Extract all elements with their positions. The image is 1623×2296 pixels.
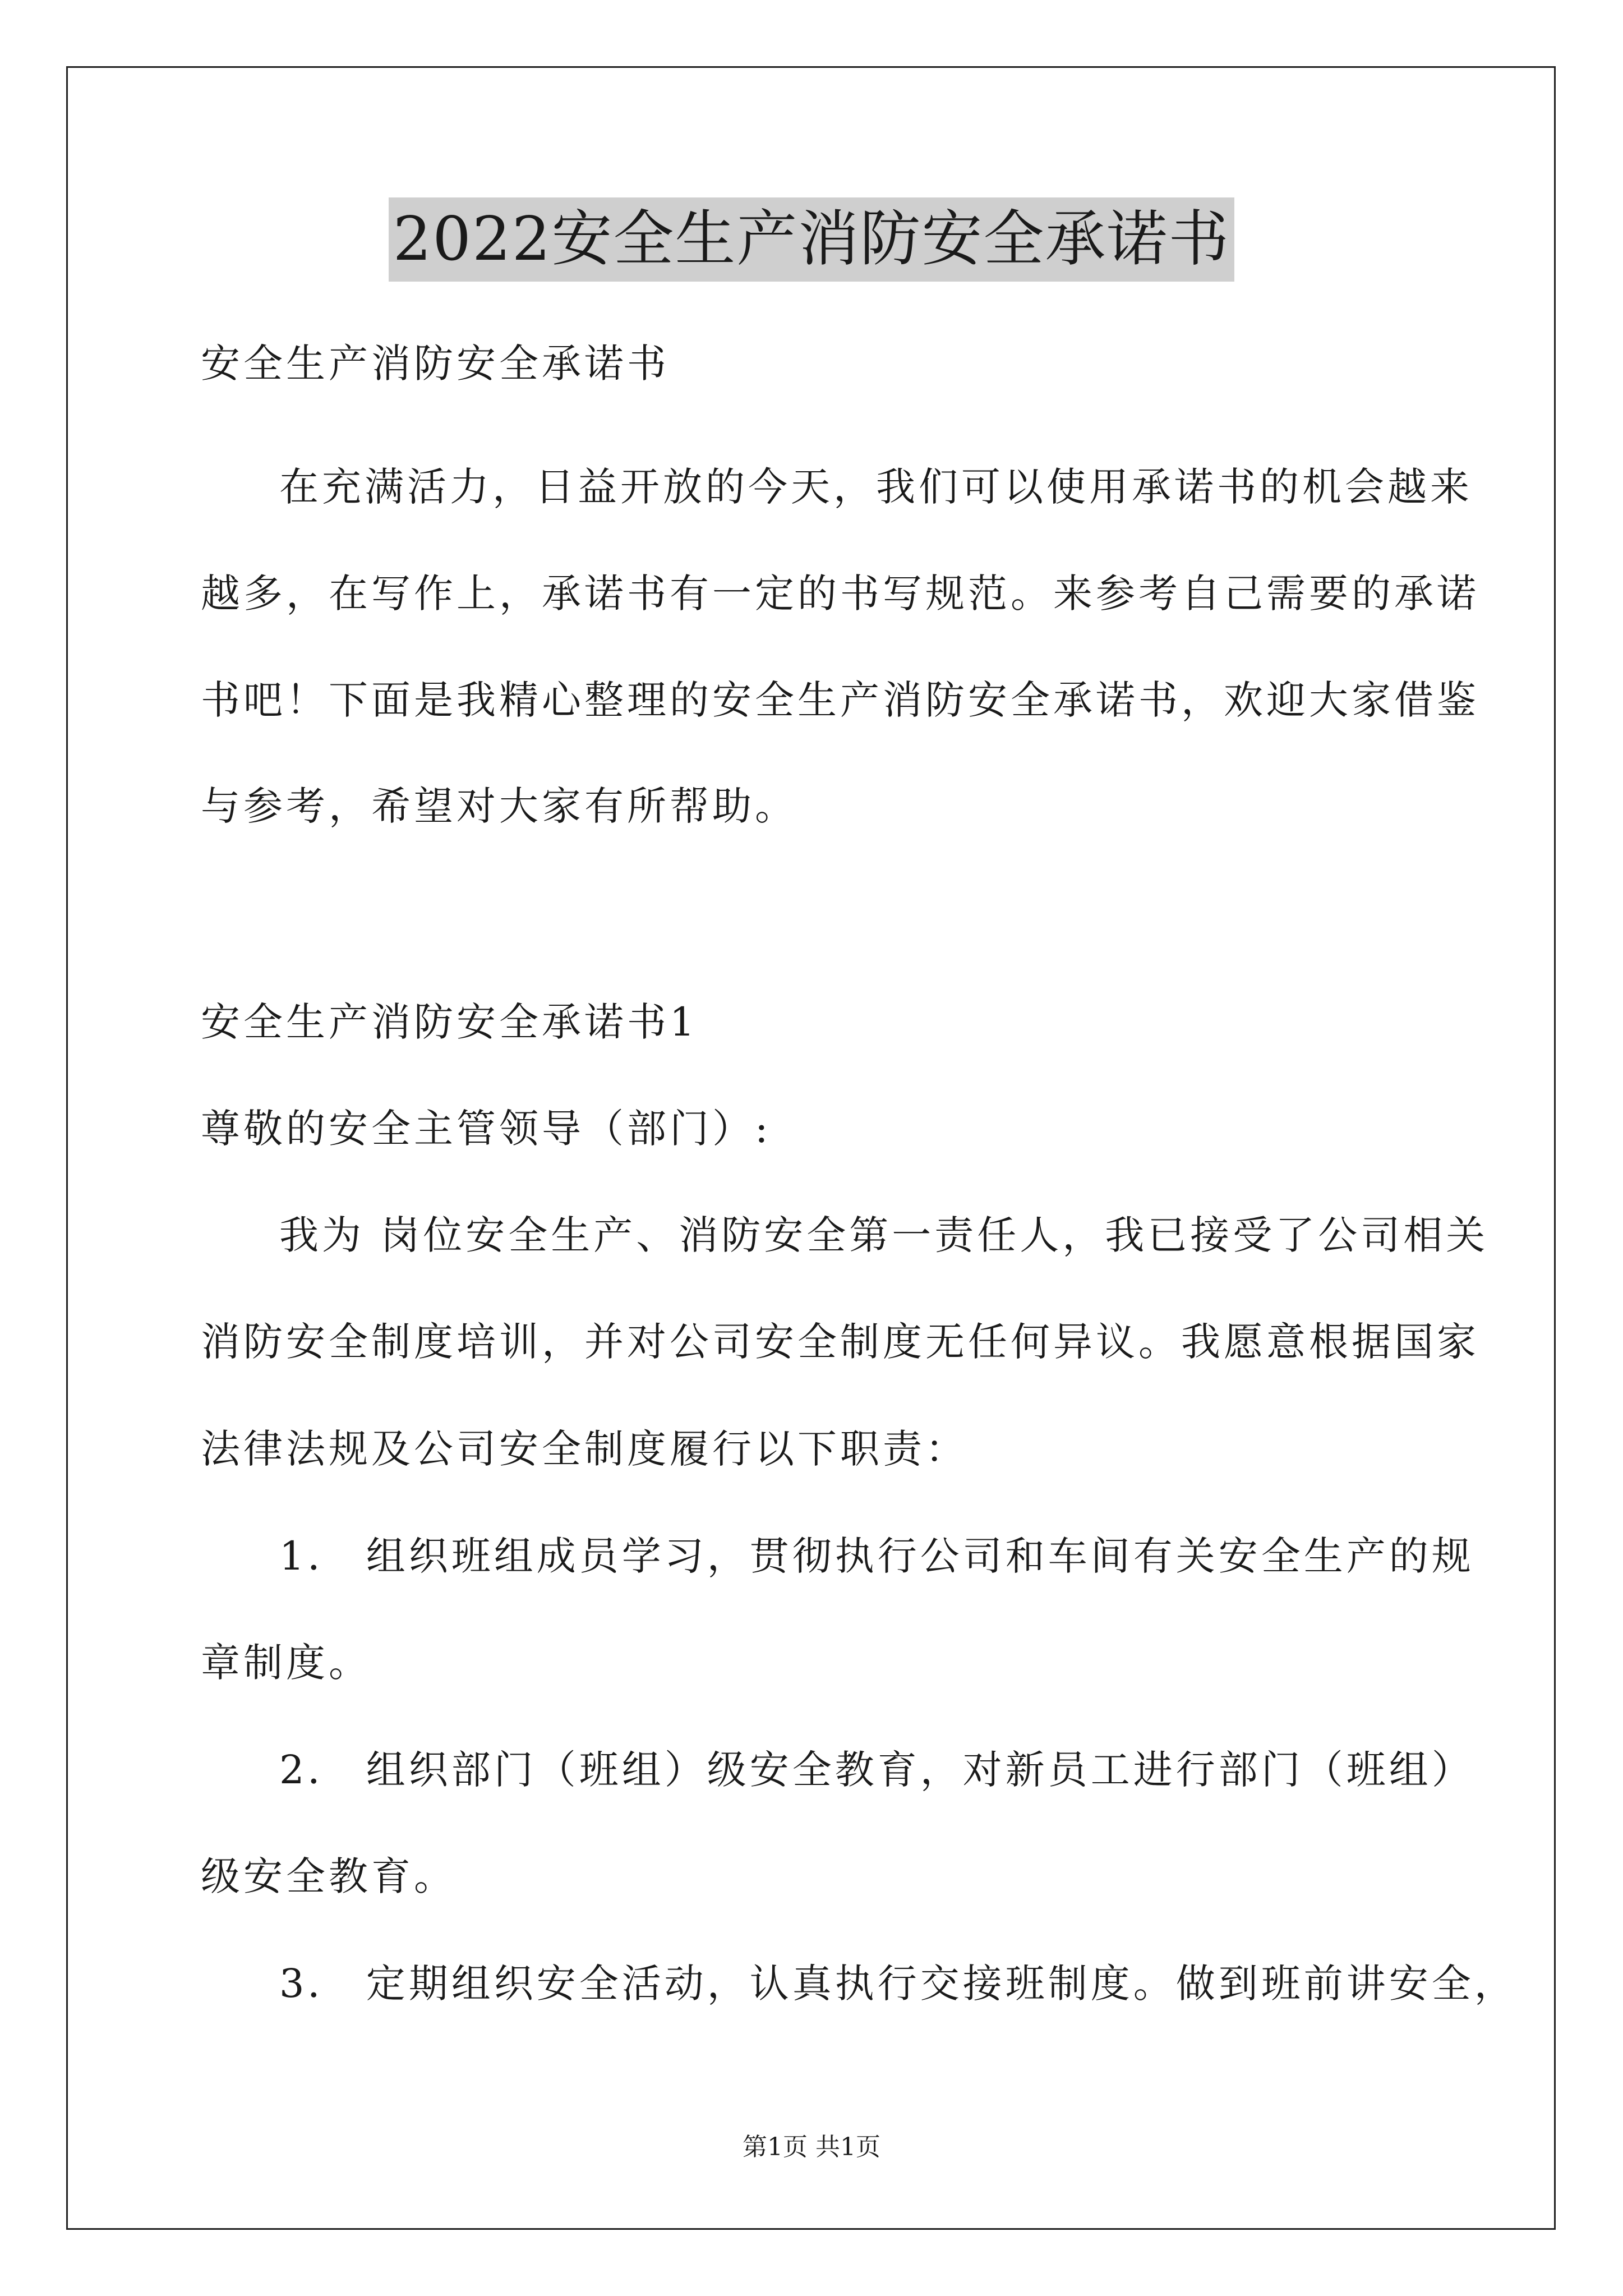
section-heading: 安全生产消防安全承诺书1 xyxy=(201,999,698,1045)
title-container xyxy=(0,197,1623,282)
salutation: 尊敬的安全主管领导（部门）: xyxy=(201,1106,772,1152)
list-item-line: 3． 定期组织安全活动，认真执行交接班制度。做到班前讲安全， xyxy=(279,1961,1517,2007)
list-item-line: 2． 组织部门（班组）级安全教育，对新员工进行部门（班组） xyxy=(279,1747,1474,1793)
list-item-line: 级安全教育。 xyxy=(201,1853,457,1899)
paragraph-line: 在充满活力，日益开放的今天，我们可以使用承诺书的机会越来 xyxy=(279,464,1473,510)
page-footer: 第1页 共1页 xyxy=(743,2133,880,2161)
paragraph-line: 越多，在写作上，承诺书有一定的书写规范。来参考自己需要的承诺 xyxy=(201,570,1479,616)
paragraph-line: 与参考，希望对大家有所帮助。 xyxy=(201,783,797,829)
list-item-line: 章制度。 xyxy=(201,1640,371,1686)
paragraph-line: 我为 岗位安全生产、消防安全第一责任人，我已接受了公司相关 xyxy=(279,1212,1489,1258)
paragraph-line: 消防安全制度培训，并对公司安全制度无任何异议。我愿意根据国家 xyxy=(201,1319,1479,1365)
paragraph-line: 法律法规及公司安全制度履行以下职责： xyxy=(201,1426,968,1472)
subtitle-line: 安全生产消防安全承诺书 xyxy=(201,341,670,386)
list-item-line: 1． 组织班组成员学习，贯彻执行公司和车间有关安全生产的规 xyxy=(279,1533,1474,1579)
paragraph-line: 书吧！下面是我精心整理的安全生产消防安全承诺书，欢迎大家借鉴 xyxy=(201,677,1479,723)
document-title: 2022安全生产消防安全承诺书 xyxy=(389,197,1235,282)
